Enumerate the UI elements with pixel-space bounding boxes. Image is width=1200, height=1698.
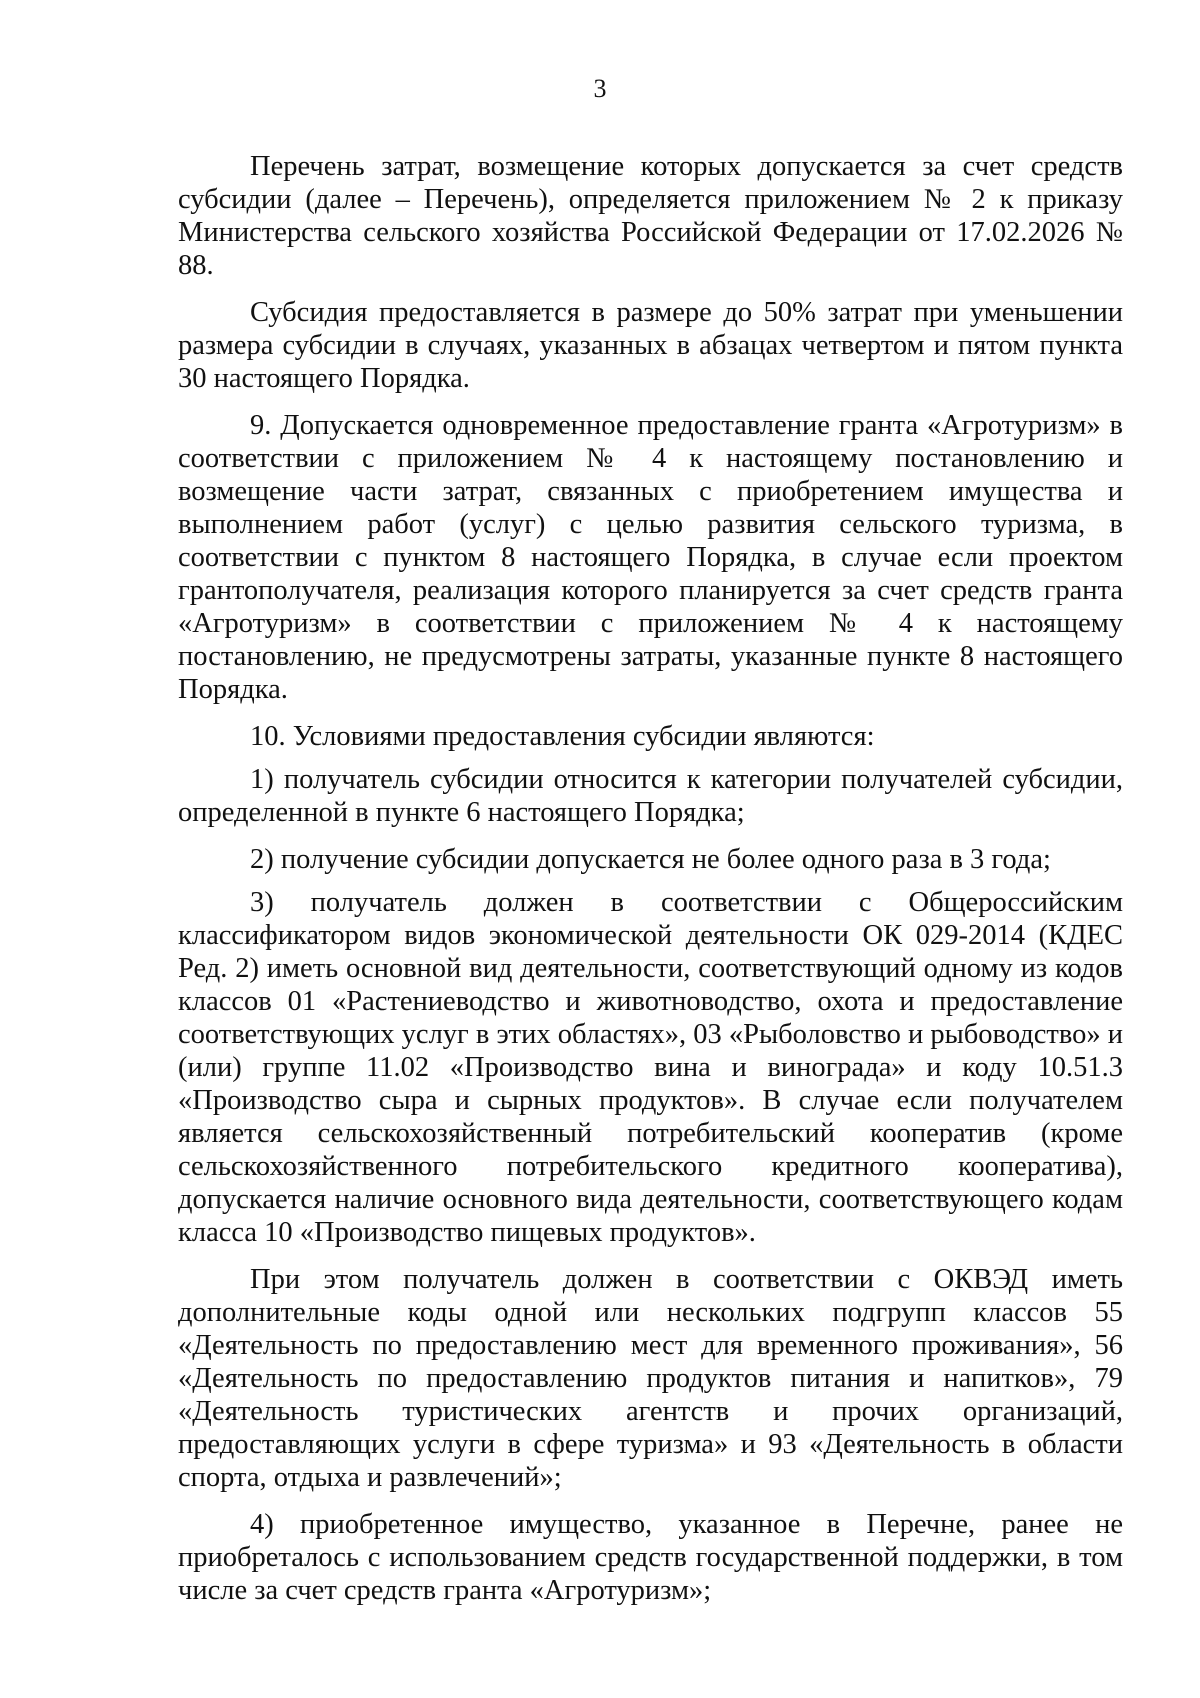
paragraph-condition-2: 2) получение субсидии допускается не более одного раза в 3 года; [250, 844, 1051, 875]
document-body [178, 150, 1123, 1621]
paragraph-condition-1: 1) получатель субсидии относится к категории получателей субсидии, определенной в пункте 6 настоящего Порядка; [178, 764, 1123, 828]
paragraph-item-9: 9. Допускается одновременное предоставление гранта «Агротуризм» в соответствии с приложением № 4 к настоящему постановлению и возмещение части затрат, связанных с приобретением имущества и выполнением работ (услуг) с целью развития сельского туризма, в соответствии с пунктом 8 настоящего Порядка, в случае если проектом грантополучателя, реализация которого планируется за счет средств гранта «Агротуризм» в соответствии с приложением № 4 к настоящему постановлению, не предусмотрены затраты, указанные пункте 8 настоящего Порядка. [178, 410, 1123, 705]
paragraph-subsidy-amount: Субсидия предоставляется в размере до 50% затрат при уменьшении размера субсидии в случаях, указанных в абзацах четвертом и пятом пункта 30 настоящего Порядка. [178, 297, 1123, 394]
page-number: 3 [593, 74, 607, 103]
paragraph-item-10: 10. Условиями предоставления субсидии являются: [250, 721, 875, 752]
paragraph-condition-4: 4) приобретенное имущество, указанное в Перечне, ранее не приобреталось с использованием средств государственной поддержки, в том числе за счет средств гранта «Агротуризм»; [178, 1509, 1123, 1606]
paragraph-condition-3: 3) получатель должен в соответствии с Общероссийским классификатором видов экономической деятельности ОК 029-2014 (КДЕС Ред. 2) иметь основной вид деятельности, соответствующий одному из кодов классов 01 «Растениеводство и животноводство, охота и предоставление соответствующих услуг в этих областях», 03 «Рыболовство и рыбоводство» и (или) группе 11.02 «Производство вина и винограда» и коду 10.51.3 «Производство сыра и сырных продуктов». В случае если получателем является сельскохозяйственный потребительский кооператив (кроме сельскохозяйственного потребительского кредитного кооператива), допускается наличие основного вида деятельности, соответствующего кодам класса 10 «Производство пищевых продуктов». [178, 887, 1123, 1248]
paragraph-expense-list: Перечень затрат, возмещение которых допускается за счет средств субсидии (далее – Перечень), определяется приложением № 2 к приказу Министерства сельского хозяйства Российской Федерации от 17.02.2026 № 88. [178, 151, 1123, 281]
paragraph-additional-codes: При этом получатель должен в соответствии с ОКВЭД иметь дополнительные коды одной или нескольких подгрупп классов 55 «Деятельность по предоставлению мест для временного проживания», 56 «Деятельность по предоставлению продуктов питания и напитков», 79 «Деятельность туристических агентств и прочих организаций, предоставляющих услуги в сфере туризма» и 93 «Деятельность в области спорта, отдыха и развлечений»; [178, 1264, 1123, 1493]
